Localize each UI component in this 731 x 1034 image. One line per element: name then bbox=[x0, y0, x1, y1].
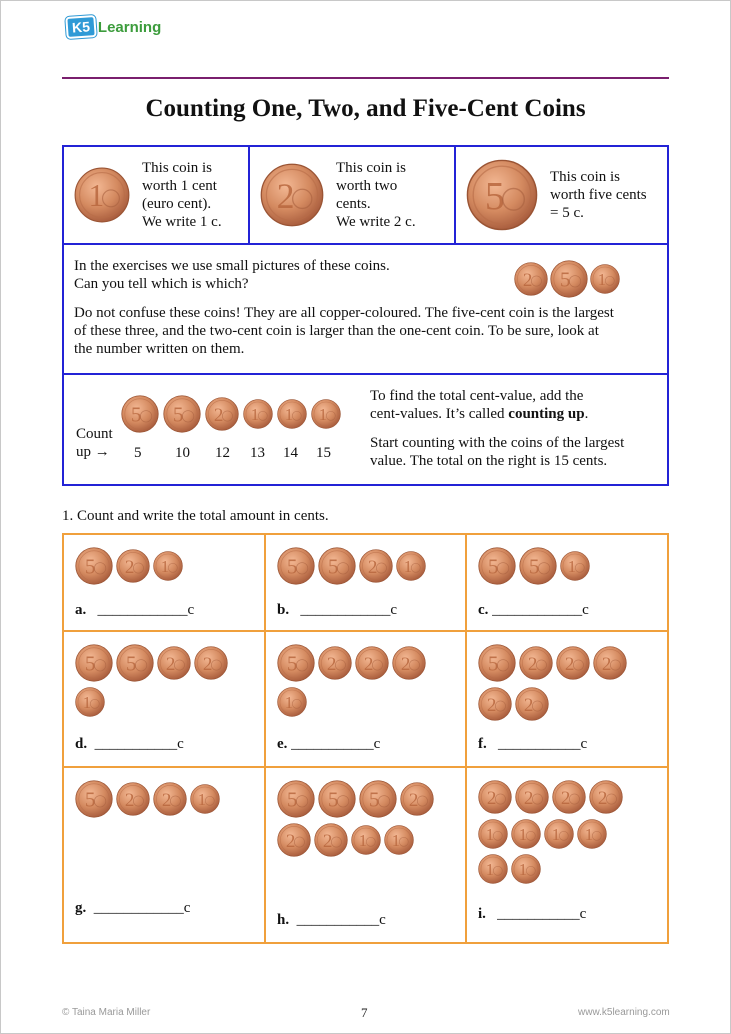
two-cent-coin-icon bbox=[478, 687, 512, 721]
exercise-grid bbox=[62, 533, 669, 944]
count-coin-icon bbox=[121, 395, 159, 433]
svg-text:5: 5 bbox=[286, 787, 298, 812]
two-cent-coin-icon bbox=[318, 644, 352, 682]
svg-text:5: 5 bbox=[487, 554, 499, 579]
logo-badge: K5 bbox=[65, 15, 96, 39]
svg-text:5: 5 bbox=[286, 554, 298, 579]
identify-row bbox=[64, 245, 667, 375]
two-cent-coin-icon bbox=[153, 780, 187, 818]
svg-text:5: 5 bbox=[286, 651, 298, 676]
five-cent-cell bbox=[456, 147, 667, 243]
svg-text:2: 2 bbox=[597, 787, 608, 809]
five-cent-coin-icon bbox=[277, 644, 315, 682]
one-cent-coin-icon bbox=[478, 854, 508, 884]
svg-text:2: 2 bbox=[400, 653, 411, 675]
svg-text:2: 2 bbox=[408, 789, 419, 811]
svg-text:1: 1 bbox=[391, 831, 401, 850]
svg-text:1: 1 bbox=[88, 178, 105, 214]
exercise-coins bbox=[277, 644, 457, 717]
svg-text:2: 2 bbox=[564, 653, 575, 675]
two-cent-coin-icon bbox=[589, 780, 623, 814]
answer-line[interactable]: i. ___________c bbox=[478, 906, 587, 922]
svg-text:5: 5 bbox=[84, 651, 96, 676]
svg-text:2: 2 bbox=[560, 787, 571, 809]
svg-text:2: 2 bbox=[161, 789, 172, 811]
two-cent-coin-icon bbox=[260, 163, 324, 227]
svg-text:1: 1 bbox=[284, 405, 294, 424]
five-cent-coin-icon bbox=[318, 780, 356, 818]
svg-text:2: 2 bbox=[527, 653, 538, 675]
svg-text:1: 1 bbox=[82, 693, 92, 712]
svg-text:1: 1 bbox=[318, 405, 328, 424]
answer-line[interactable]: f. ___________c bbox=[478, 736, 588, 752]
exercise-coins bbox=[277, 547, 426, 585]
svg-text:5: 5 bbox=[368, 787, 380, 812]
five-cent-coin-icon bbox=[75, 780, 113, 818]
svg-text:2: 2 bbox=[276, 175, 295, 216]
page-number: 7 bbox=[361, 1005, 368, 1020]
question-title: 1. Count and write the total amount in cents. bbox=[62, 508, 329, 524]
two-cent-coin-icon bbox=[355, 644, 389, 682]
five-cent-coin-icon bbox=[75, 644, 113, 682]
answer-line[interactable]: e. ___________c bbox=[277, 736, 381, 752]
count-up-label: Count up → bbox=[76, 426, 113, 460]
count-number: 15 bbox=[316, 445, 331, 461]
count-coin-icon bbox=[243, 399, 273, 429]
one-cent-coin-icon bbox=[75, 687, 105, 717]
two-cent-coin-icon bbox=[116, 780, 150, 818]
identify-paragraph: In the exercises we use small pictures of these coins. Can you tell which is which? bbox=[74, 258, 390, 292]
svg-text:1: 1 bbox=[567, 557, 577, 576]
two-cent-coin-icon bbox=[359, 547, 393, 585]
one-cent-coin-icon bbox=[277, 687, 307, 717]
two-cent-coin-icon bbox=[157, 644, 191, 682]
answer-line[interactable]: c. ____________c bbox=[478, 602, 589, 618]
counting-up-row bbox=[64, 375, 667, 484]
two-cent-coin-icon bbox=[515, 687, 549, 721]
exercise-coins bbox=[75, 547, 183, 585]
five-cent-coin-icon bbox=[116, 644, 154, 682]
svg-text:2: 2 bbox=[523, 694, 534, 716]
answer-line[interactable]: h. ___________c bbox=[277, 912, 386, 928]
counting-coins bbox=[121, 395, 341, 433]
svg-text:1: 1 bbox=[485, 860, 495, 879]
two-cent-coin-icon bbox=[519, 644, 553, 682]
svg-text:2: 2 bbox=[522, 269, 533, 291]
exercise-cell bbox=[266, 632, 467, 768]
five-cent-coin-icon bbox=[478, 547, 516, 585]
five-cent-coin-icon bbox=[318, 547, 356, 585]
two-cent-coin-icon bbox=[116, 547, 150, 585]
one-cent-coin-icon bbox=[74, 167, 130, 223]
count-coin-icon bbox=[205, 397, 239, 431]
answer-line[interactable]: a. ____________c bbox=[75, 602, 195, 618]
small-two-cent-icon bbox=[514, 262, 548, 296]
two-cent-coin-icon bbox=[392, 644, 426, 682]
svg-text:2: 2 bbox=[601, 653, 612, 675]
one-cent-coin-icon bbox=[511, 819, 541, 849]
two-cent-coin-icon bbox=[400, 780, 434, 818]
count-number: 5 bbox=[134, 445, 142, 461]
svg-text:5: 5 bbox=[84, 787, 96, 812]
one-cent-coin-icon bbox=[153, 547, 183, 585]
svg-text:5: 5 bbox=[487, 651, 499, 676]
one-cent-coin-icon bbox=[511, 854, 541, 884]
exercise-coins bbox=[75, 780, 255, 818]
exercise-coins bbox=[478, 780, 638, 884]
svg-text:5: 5 bbox=[528, 554, 540, 579]
svg-text:2: 2 bbox=[202, 653, 213, 675]
footer-copyright: © Taina Maria Miller bbox=[62, 1007, 151, 1018]
svg-text:1: 1 bbox=[551, 825, 561, 844]
small-five-cent-icon bbox=[550, 260, 588, 298]
svg-text:1: 1 bbox=[284, 693, 294, 712]
header-rule bbox=[62, 77, 669, 79]
five-cent-coin-icon bbox=[277, 780, 315, 818]
small-one-cent-icon bbox=[590, 264, 620, 294]
svg-text:1: 1 bbox=[597, 270, 607, 289]
five-cent-coin-icon bbox=[519, 547, 557, 585]
svg-text:2: 2 bbox=[124, 556, 135, 578]
two-cent-coin-icon bbox=[556, 644, 590, 682]
svg-text:5: 5 bbox=[484, 173, 505, 219]
one-cent-coin-icon bbox=[544, 819, 574, 849]
info-box bbox=[62, 145, 669, 486]
count-coin-icon bbox=[277, 399, 307, 429]
svg-text:1: 1 bbox=[584, 825, 594, 844]
answer-line[interactable]: d. ___________c bbox=[75, 736, 184, 752]
svg-text:2: 2 bbox=[213, 404, 224, 426]
svg-text:2: 2 bbox=[165, 653, 176, 675]
svg-text:1: 1 bbox=[403, 557, 413, 576]
svg-text:5: 5 bbox=[130, 402, 142, 427]
svg-text:2: 2 bbox=[523, 787, 534, 809]
two-cent-coin-icon bbox=[277, 823, 311, 857]
svg-text:1: 1 bbox=[250, 405, 260, 424]
five-cent-coin-icon bbox=[478, 644, 516, 682]
coin-intro-row bbox=[64, 147, 667, 245]
svg-text:2: 2 bbox=[486, 694, 497, 716]
svg-text:1: 1 bbox=[197, 790, 207, 809]
exercise-cell bbox=[64, 535, 266, 632]
one-cent-coin-icon bbox=[190, 780, 220, 818]
answer-line[interactable]: b. ____________c bbox=[277, 602, 398, 618]
two-cent-coin-icon bbox=[515, 780, 549, 814]
svg-text:2: 2 bbox=[285, 830, 296, 852]
one-cent-coin-icon bbox=[560, 547, 590, 585]
svg-text:1: 1 bbox=[485, 825, 495, 844]
exercise-cell bbox=[64, 768, 266, 942]
two-cent-coin-icon bbox=[194, 644, 228, 682]
five-cent-coin-icon bbox=[75, 547, 113, 585]
exercise-cell bbox=[266, 768, 467, 942]
one-cent-coin-icon bbox=[384, 823, 414, 857]
exercise-coins bbox=[277, 780, 457, 857]
count-number: 10 bbox=[175, 445, 190, 461]
svg-text:5: 5 bbox=[327, 787, 339, 812]
five-cent-text: This coin is worth five cents = 5 c. bbox=[550, 169, 647, 221]
one-cent-text: This coin is worth 1 cent (euro cent). We write 1 c. bbox=[142, 160, 222, 230]
svg-text:2: 2 bbox=[322, 830, 333, 852]
exercise-cell bbox=[467, 535, 667, 632]
two-cent-coin-icon bbox=[552, 780, 586, 814]
svg-text:2: 2 bbox=[367, 556, 378, 578]
svg-text:5: 5 bbox=[84, 554, 96, 579]
svg-text:2: 2 bbox=[363, 653, 374, 675]
svg-text:5: 5 bbox=[172, 402, 184, 427]
five-cent-coin-icon bbox=[466, 159, 538, 231]
exercise-cell bbox=[64, 632, 266, 768]
one-cent-coin-icon bbox=[396, 547, 426, 585]
five-cent-coin-icon bbox=[277, 547, 315, 585]
svg-text:1: 1 bbox=[518, 825, 528, 844]
svg-text:1: 1 bbox=[160, 557, 170, 576]
svg-text:2: 2 bbox=[124, 789, 135, 811]
exercise-coins bbox=[478, 547, 590, 585]
page-title: Counting One, Two, and Five-Cent Coins bbox=[145, 95, 586, 122]
answer-line[interactable]: g. ____________c bbox=[75, 900, 191, 916]
svg-text:1: 1 bbox=[358, 831, 368, 850]
exercise-cell bbox=[467, 768, 667, 942]
one-cent-coin-icon bbox=[577, 819, 607, 849]
one-cent-coin-icon bbox=[478, 819, 508, 849]
svg-text:5: 5 bbox=[559, 267, 571, 292]
one-cent-cell bbox=[64, 147, 250, 243]
footer-url: www.k5learning.com bbox=[578, 1007, 670, 1018]
svg-text:1: 1 bbox=[518, 860, 528, 879]
exercise-cell bbox=[266, 535, 467, 632]
k5-learning-logo bbox=[66, 14, 161, 40]
count-coin-icon bbox=[311, 399, 341, 429]
exercise-cell bbox=[467, 632, 667, 768]
count-number: 14 bbox=[283, 445, 298, 461]
count-number: 13 bbox=[250, 445, 265, 461]
small-coins-sample bbox=[514, 260, 620, 298]
count-coin-icon bbox=[163, 395, 201, 433]
five-cent-coin-icon bbox=[359, 780, 397, 818]
two-cent-coin-icon bbox=[593, 644, 627, 682]
logo-text: Learning bbox=[97, 18, 162, 36]
svg-text:2: 2 bbox=[486, 787, 497, 809]
svg-text:2: 2 bbox=[326, 653, 337, 675]
one-cent-coin-icon bbox=[351, 823, 381, 857]
two-cent-coin-icon bbox=[478, 780, 512, 814]
two-cent-cell bbox=[250, 147, 456, 243]
exercise-coins bbox=[478, 644, 658, 721]
confuse-paragraph: Do not confuse these coins! They are all copper-coloured. The five-cent coin is the largest of these three, and the two-cent coin is larger than the one-cent coin. To be sure, look at the number written on them. bbox=[74, 305, 614, 357]
count-number: 12 bbox=[215, 445, 230, 461]
two-cent-coin-icon bbox=[314, 823, 348, 857]
svg-text:5: 5 bbox=[125, 651, 137, 676]
counting-up-explanation: To find the total cent-value, add the cent-values. It’s called counting up. Start counting with the coins of the largest value. The total on the right is 15 cents. bbox=[370, 388, 625, 469]
exercise-coins bbox=[75, 644, 255, 717]
svg-text:5: 5 bbox=[327, 554, 339, 579]
two-cent-text: This coin is worth two cents. We write 2 c. bbox=[336, 160, 416, 230]
